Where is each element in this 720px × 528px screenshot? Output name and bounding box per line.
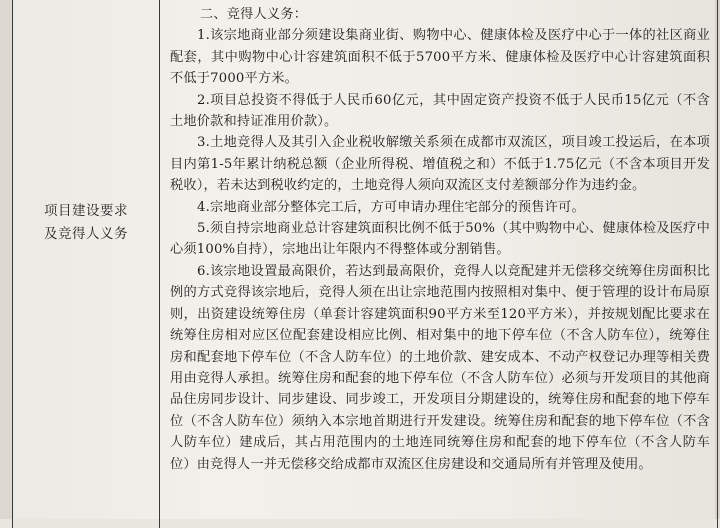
page-left-edge [0, 0, 12, 519]
column-divider [159, 0, 160, 528]
row-label-line-2: 及竞得人义务 [44, 226, 128, 242]
obligation-item-4: 4.宗地商业部分整体完工后，方可申请办理住宅部分的预售许可。 [197, 199, 585, 215]
obligation-item-6: 6.该宗地设置最高限价，若达到最高限价，竞得人以竞配建并无偿移交统筹住房面积比例的方式竞得该宗地后，竞得人须在出让宗地范围内按照相对集中、便于管理的设计布局原则，出资建设统筹住房（单套计容建筑面积90平方米至120平方米），并按规划配比要求在统筹住房相对应区位配套建设相应比例、相对集中的地下停车位（不含人防车位），统筹住房和配套地下停车位（不含人防车位）的土地价款、建安成本、不动产权登记办理等相关费用由竞得人承担。统筹住房和配套的地下停车位（不含人防车位）必须与开发项目的其他商品住房同步设计、同步建设、同步竣工，开发项目分期建设的，统筹住房和配套的地下停车位（不含人防车位）须纳入本宗地首期进行开发建设。统筹住房和配套的地下停车位（不含人防车位）建成后，其占用范围内的土地连同统筹住房和配套的地下停车位（不含人防车位）由竞得人一并无偿移交给成都市双流区住房建设和交通局所有并管理及使用。 [170, 263, 710, 472]
obligations-content-cell [170, 4, 710, 475]
row-label-line-1: 项目建设要求 [44, 203, 128, 219]
obligation-item-1: 1.该宗地商业部分须建设集商业街、购物中心、健康体检及医疗中心于一体的社区商业配套，其中购物中心计容建筑面积不低于5700平方米、健康体检及医疗中心计容建筑面积不低于7000平方米。 [170, 28, 710, 87]
obligation-item-3: 3.土地竞得人及其引入企业税收解缴关系须在成都市双流区，项目竣工投运后，在本项目内第1-5年累计纳税总额（企业所得税、增值税之和）不低于1.75亿元（不含本项目开发税收），若未达到税收约定的，土地竞得人须向双流区支付差额部分作为违约金。 [170, 135, 710, 194]
obligation-item-2: 2.项目总投资不得低于人民币60亿元，其中固定资产投资不低于人民币15亿元（不含土地价款和持证准用价款）。 [170, 92, 710, 130]
section-heading: 二、竞得人义务： [200, 7, 308, 22]
row-label-cell [14, 200, 158, 246]
obligation-item-5: 5.须自持宗地商业总计容建筑面积比例不低于50%（其中购物中心、健康体检及医疗中心须100%自持），宗地出让年限内不得整体或分割销售。 [170, 221, 710, 258]
